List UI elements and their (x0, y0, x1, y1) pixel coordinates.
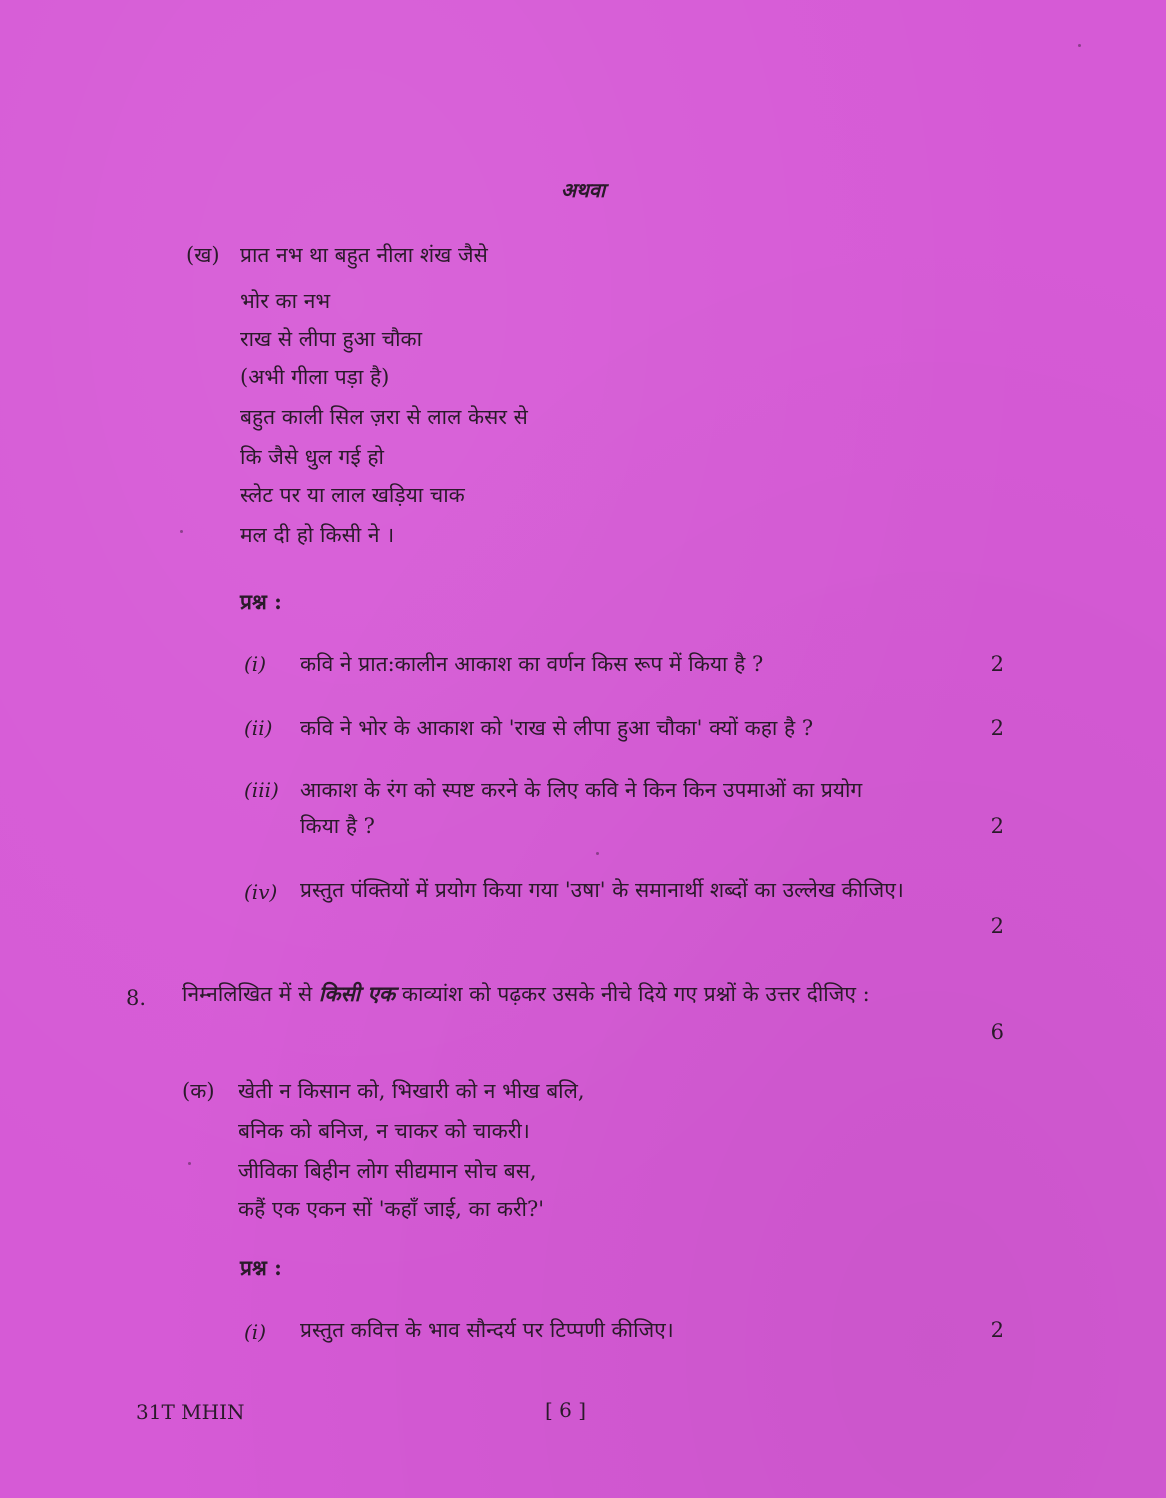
scan-speck (180, 530, 183, 533)
question-text-continued: किया है ? (300, 814, 375, 838)
poem-line: मल दी हो किसी ने । (240, 523, 395, 547)
question-text: प्रस्तुत कवित्त के भाव सौन्दर्य पर टिप्पणी कीजिए। (300, 1318, 674, 1342)
question-text: आकाश के रंग को स्पष्ट करने के लिए कवि ने किन किन उपमाओं का प्रयोग (300, 778, 863, 802)
question-number: (ii) (244, 716, 273, 740)
poem-line: कि जैसे धुल गई हो (240, 445, 384, 469)
section-kha-label: (ख) (186, 243, 220, 267)
page-number: [ 6 ] (545, 1398, 587, 1422)
poem-line: प्रात नभ था बहुत नीला शंख जैसे (240, 243, 488, 267)
poem-line: भोर का नभ (240, 289, 331, 313)
question-8-emphasis: किसी एक (318, 981, 396, 1006)
prashn-label: प्रश्न : (240, 1255, 282, 1280)
poem-line: खेती न किसान को, भिखारी को न भीख बलि, (238, 1079, 585, 1103)
question-8-text-after: काव्यांश को पढ़कर उसके नीचे दिये गए प्रश्नों के उत्तर दीजिए : (401, 982, 870, 1006)
scan-speck (596, 852, 599, 855)
question-8-text (182, 980, 870, 1008)
question-marks: 2 (990, 1318, 1004, 1342)
poem-line: (अभी गीला पड़ा है) (240, 365, 390, 389)
poem-line: कहैं एक एकन सों 'कहाँ जाई, का करी?' (238, 1197, 545, 1221)
prashn-label: प्रश्न : (240, 589, 282, 614)
poem-line: जीविका बिहीन लोग सीद्यमान सोच बस, (238, 1159, 537, 1183)
question-marks: 2 (990, 652, 1004, 676)
question-marks: 2 (990, 716, 1004, 740)
question-8-text-before: निम्नलिखित में से (182, 982, 313, 1006)
question-marks: 2 (990, 914, 1004, 938)
question-text: कवि ने भोर के आकाश को 'राख से लीपा हुआ चौका' क्यों कहा है ? (300, 716, 814, 740)
poem-line: स्लेट पर या लाल खड़िया चाक (240, 483, 465, 507)
question-number: (iii) (244, 778, 279, 802)
or-heading: अथवा (560, 178, 606, 202)
poem-line: बहुत काली सिल ज़रा से लाल केसर से (240, 405, 528, 429)
question-number: (i) (244, 652, 267, 676)
scan-speck (188, 1162, 191, 1165)
poem-line: राख से लीपा हुआ चौका (240, 327, 423, 351)
question-8-number: 8. (126, 986, 147, 1010)
poem-line: बनिक को बनिज, न चाकर को चाकरी। (238, 1119, 530, 1143)
scan-speck (1078, 44, 1081, 47)
section-ka-label: (क) (182, 1079, 215, 1103)
question-marks: 2 (990, 814, 1004, 838)
question-8-marks: 6 (990, 1020, 1004, 1044)
question-number: (i) (244, 1320, 267, 1344)
paper-code: 31T MHIN (136, 1400, 245, 1424)
question-number: (iv) (244, 880, 278, 904)
question-text: कवि ने प्रात:कालीन आकाश का वर्णन किस रूप में किया है ? (300, 652, 764, 676)
question-text: प्रस्तुत पंक्तियों में प्रयोग किया गया 'उषा' के समानार्थी शब्दों का उल्लेख कीजिए। (300, 878, 904, 902)
